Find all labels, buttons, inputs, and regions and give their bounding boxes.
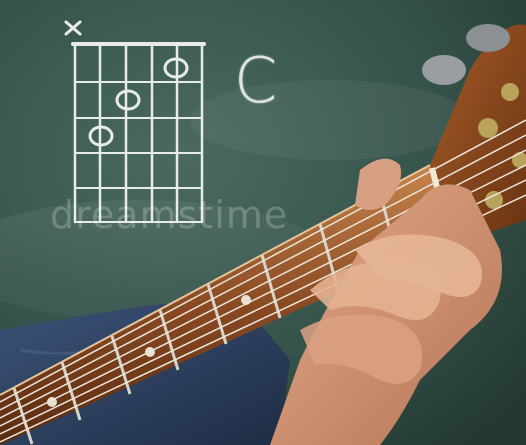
chord-name-label: C [234, 44, 278, 117]
watermark: dreamstime [50, 193, 289, 237]
